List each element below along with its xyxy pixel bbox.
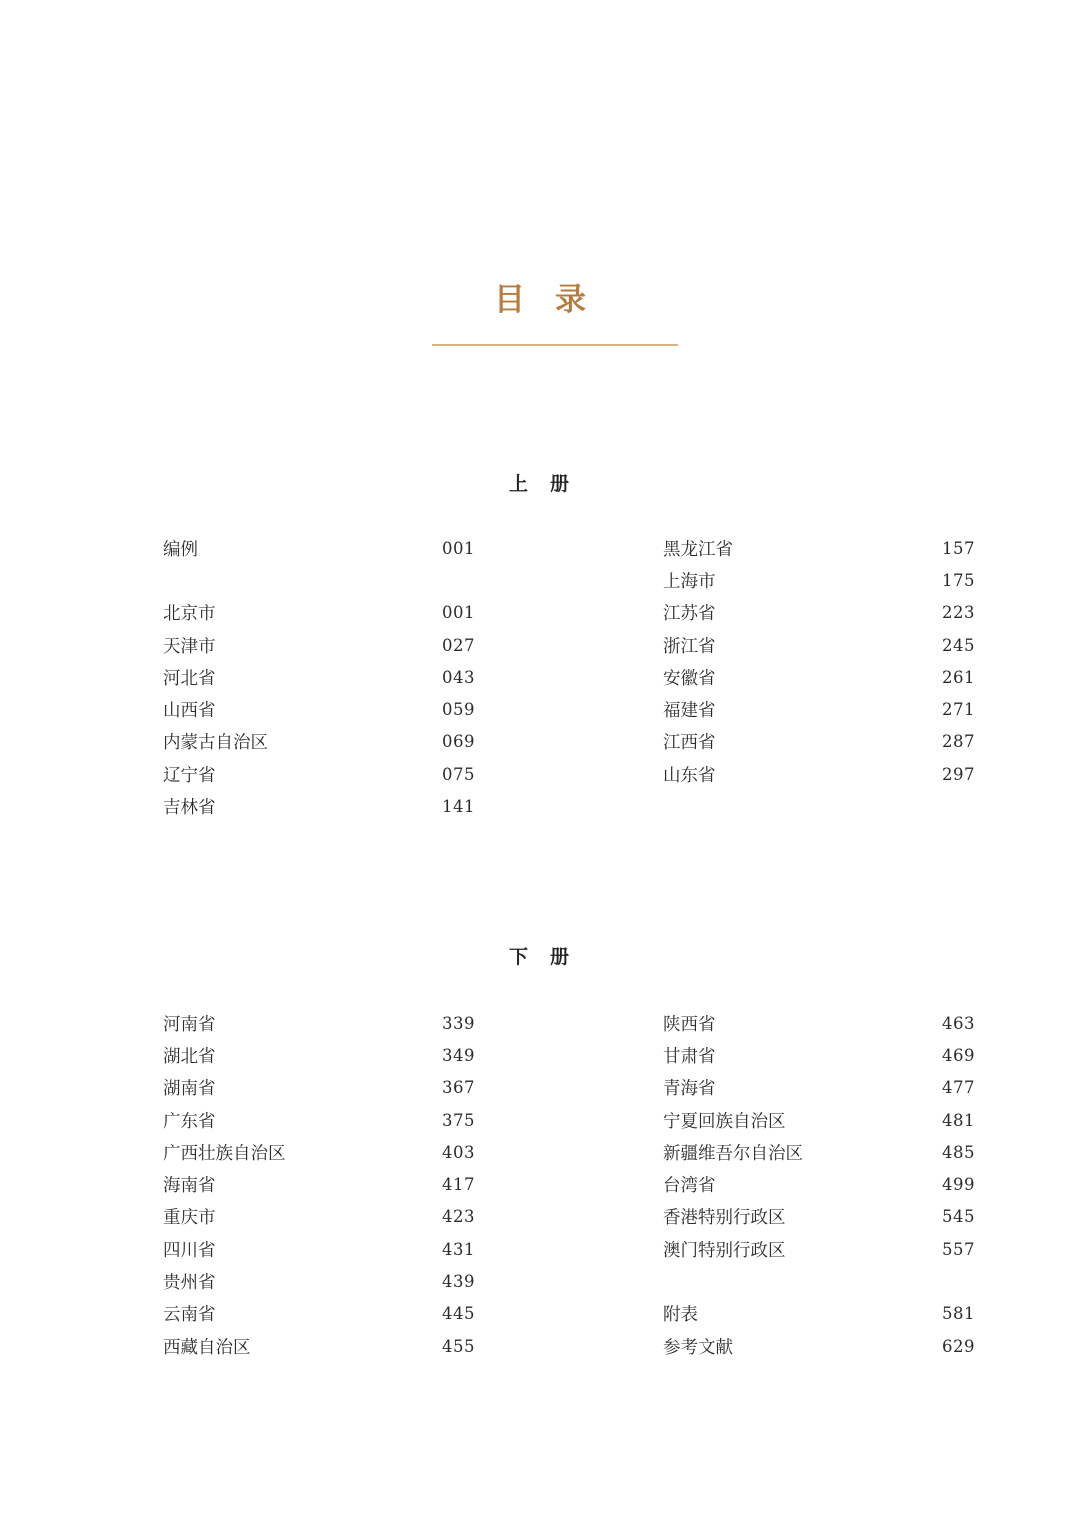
toc-entry-label: 新疆维吾尔自治区: [663, 1143, 803, 1164]
toc-entry-label: 海南省: [163, 1176, 216, 1197]
toc-entry-label: 河北省: [163, 668, 216, 689]
toc-entry[interactable]: [663, 758, 975, 790]
toc-entry-page-number: 403: [442, 1142, 475, 1162]
toc-entry[interactable]: [163, 532, 475, 564]
toc-entry[interactable]: [163, 693, 475, 725]
toc-entry-page-number: 287: [942, 732, 975, 752]
toc-entry[interactable]: [163, 1168, 475, 1200]
toc-entry-label: 湖南省: [163, 1079, 216, 1100]
toc-entry[interactable]: [163, 1007, 475, 1039]
toc-entry-label: 西藏自治区: [163, 1337, 251, 1358]
toc-entry[interactable]: [663, 597, 975, 629]
toc-entry-label: 天津市: [163, 636, 216, 657]
toc-entry[interactable]: [163, 1330, 475, 1362]
toc-entry[interactable]: [663, 661, 975, 693]
toc-entry-label: 香港特别行政区: [663, 1208, 786, 1229]
toc-entry-label: 北京市: [163, 604, 216, 625]
toc-entry[interactable]: [163, 1201, 475, 1233]
toc-entry-label: 澳门特别行政区: [663, 1240, 786, 1261]
toc-entry[interactable]: [663, 1072, 975, 1104]
toc-entry-page-number: 367: [442, 1078, 475, 1098]
toc-entry[interactable]: [163, 1298, 475, 1330]
toc-entry-label: 甘肃省: [663, 1046, 716, 1067]
toc-column-upper-right: [663, 532, 975, 790]
toc-entry-page-number: 469: [942, 1045, 975, 1065]
toc-entry-page-number: 423: [442, 1207, 475, 1227]
toc-entry-label: 江西省: [663, 733, 716, 754]
toc-entry[interactable]: [163, 629, 475, 661]
toc-entry[interactable]: [163, 1072, 475, 1104]
toc-entry-label: 四川省: [163, 1240, 216, 1261]
toc-entry[interactable]: [663, 1233, 975, 1265]
toc-entry[interactable]: [163, 1136, 475, 1168]
toc-entry-page-number: 043: [442, 667, 475, 687]
toc-entry-page-number: 075: [442, 764, 475, 784]
toc-column-upper-left: [163, 532, 475, 823]
toc-entry-page-number: 223: [942, 603, 975, 623]
toc-entry-page-number: 059: [442, 700, 475, 720]
toc-entry-label: 台湾省: [663, 1176, 716, 1197]
toc-entry-label: 编例: [163, 539, 198, 560]
toc-entry-label: 山东省: [663, 765, 716, 786]
toc-entry-label: 宁夏回族自治区: [663, 1111, 786, 1132]
toc-column-lower-left: [163, 1007, 475, 1362]
toc-entry-page-number: 629: [942, 1336, 975, 1356]
toc-entry-label: 江苏省: [663, 604, 716, 625]
toc-entry-label: 上海市: [663, 571, 716, 592]
toc-entry-page-number: 001: [442, 603, 475, 623]
toc-entry-page-number: 417: [442, 1175, 475, 1195]
toc-entry[interactable]: [663, 1330, 975, 1362]
toc-entry-label: 重庆市: [163, 1208, 216, 1229]
toc-entry-page-number: 375: [442, 1110, 475, 1130]
toc-entry-label: 陕西省: [663, 1014, 716, 1035]
toc-entry[interactable]: [663, 1168, 975, 1200]
toc-spacer: [663, 1265, 975, 1297]
toc-entry-label: 河南省: [163, 1014, 216, 1035]
toc-entry-page-number: 545: [942, 1207, 975, 1227]
toc-entry[interactable]: [663, 726, 975, 758]
toc-entry-label: 内蒙古自治区: [163, 733, 268, 754]
toc-entry[interactable]: [163, 758, 475, 790]
toc-entry-page-number: 271: [942, 700, 975, 720]
toc-entry[interactable]: [163, 1233, 475, 1265]
toc-entry-label: 云南省: [163, 1305, 216, 1326]
toc-entry-page-number: 339: [442, 1013, 475, 1033]
toc-entry-page-number: 463: [942, 1013, 975, 1033]
toc-entry-page-number: 481: [942, 1110, 975, 1130]
toc-entry[interactable]: [163, 1265, 475, 1297]
toc-entry[interactable]: [663, 564, 975, 596]
toc-entry-label: 附表: [663, 1305, 698, 1326]
toc-entry-page-number: 069: [442, 732, 475, 752]
toc-entry-page-number: 581: [942, 1304, 975, 1324]
toc-entry-label: 广东省: [163, 1111, 216, 1132]
toc-entry-page-number: 485: [942, 1142, 975, 1162]
toc-entry-label: 浙江省: [663, 636, 716, 657]
title-underline: [432, 344, 678, 346]
toc-entry-label: 湖北省: [163, 1046, 216, 1067]
toc-entry[interactable]: [663, 532, 975, 564]
toc-entry-label: 参考文献: [663, 1337, 733, 1358]
toc-entry-page-number: 175: [942, 570, 975, 590]
toc-entry-label: 贵州省: [163, 1273, 216, 1294]
toc-entry-page-number: 477: [942, 1078, 975, 1098]
toc-entry[interactable]: [663, 1136, 975, 1168]
toc-entry[interactable]: [663, 1298, 975, 1330]
toc-entry[interactable]: [663, 1104, 975, 1136]
toc-spacer: [163, 564, 475, 596]
toc-entry-page-number: 027: [442, 635, 475, 655]
toc-entry[interactable]: [663, 693, 975, 725]
toc-column-lower-right: [663, 1007, 975, 1362]
toc-entry[interactable]: [163, 661, 475, 693]
toc-entry-page-number: 431: [442, 1239, 475, 1259]
toc-entry-label: 青海省: [663, 1079, 716, 1100]
toc-entry-page-number: 261: [942, 667, 975, 687]
toc-entry[interactable]: [163, 1039, 475, 1071]
toc-entry-label: 广西壮族自治区: [163, 1143, 286, 1164]
toc-entry-label: 安徽省: [663, 668, 716, 689]
volume-heading-upper: 上册: [508, 473, 591, 495]
toc-entry-page-number: 297: [942, 764, 975, 784]
toc-entry-page-number: 157: [942, 538, 975, 558]
toc-entry-page-number: 499: [942, 1175, 975, 1195]
toc-entry[interactable]: [663, 629, 975, 661]
toc-entry[interactable]: [163, 1104, 475, 1136]
toc-entry-page-number: 141: [442, 797, 475, 817]
toc-entry[interactable]: [663, 1007, 975, 1039]
toc-entry-page-number: 245: [942, 635, 975, 655]
volume-heading-lower: 下册: [508, 946, 591, 968]
toc-entry[interactable]: [163, 597, 475, 629]
page-title: 目录: [494, 282, 616, 318]
toc-entry[interactable]: [163, 790, 475, 822]
toc-entry-page-number: 349: [442, 1045, 475, 1065]
toc-entry[interactable]: [163, 726, 475, 758]
toc-entry-page-number: 439: [442, 1272, 475, 1292]
toc-entry[interactable]: [663, 1201, 975, 1233]
toc-entry-label: 辽宁省: [163, 765, 216, 786]
toc-entry-page-number: 445: [442, 1304, 475, 1324]
toc-entry-label: 吉林省: [163, 798, 216, 819]
toc-entry-label: 福建省: [663, 701, 716, 722]
toc-entry-page-number: 557: [942, 1239, 975, 1259]
toc-entry[interactable]: [663, 1039, 975, 1071]
toc-entry-page-number: 001: [442, 538, 475, 558]
toc-entry-label: 黑龙江省: [663, 539, 733, 560]
toc-entry-page-number: 455: [442, 1336, 475, 1356]
toc-entry-label: 山西省: [163, 701, 216, 722]
